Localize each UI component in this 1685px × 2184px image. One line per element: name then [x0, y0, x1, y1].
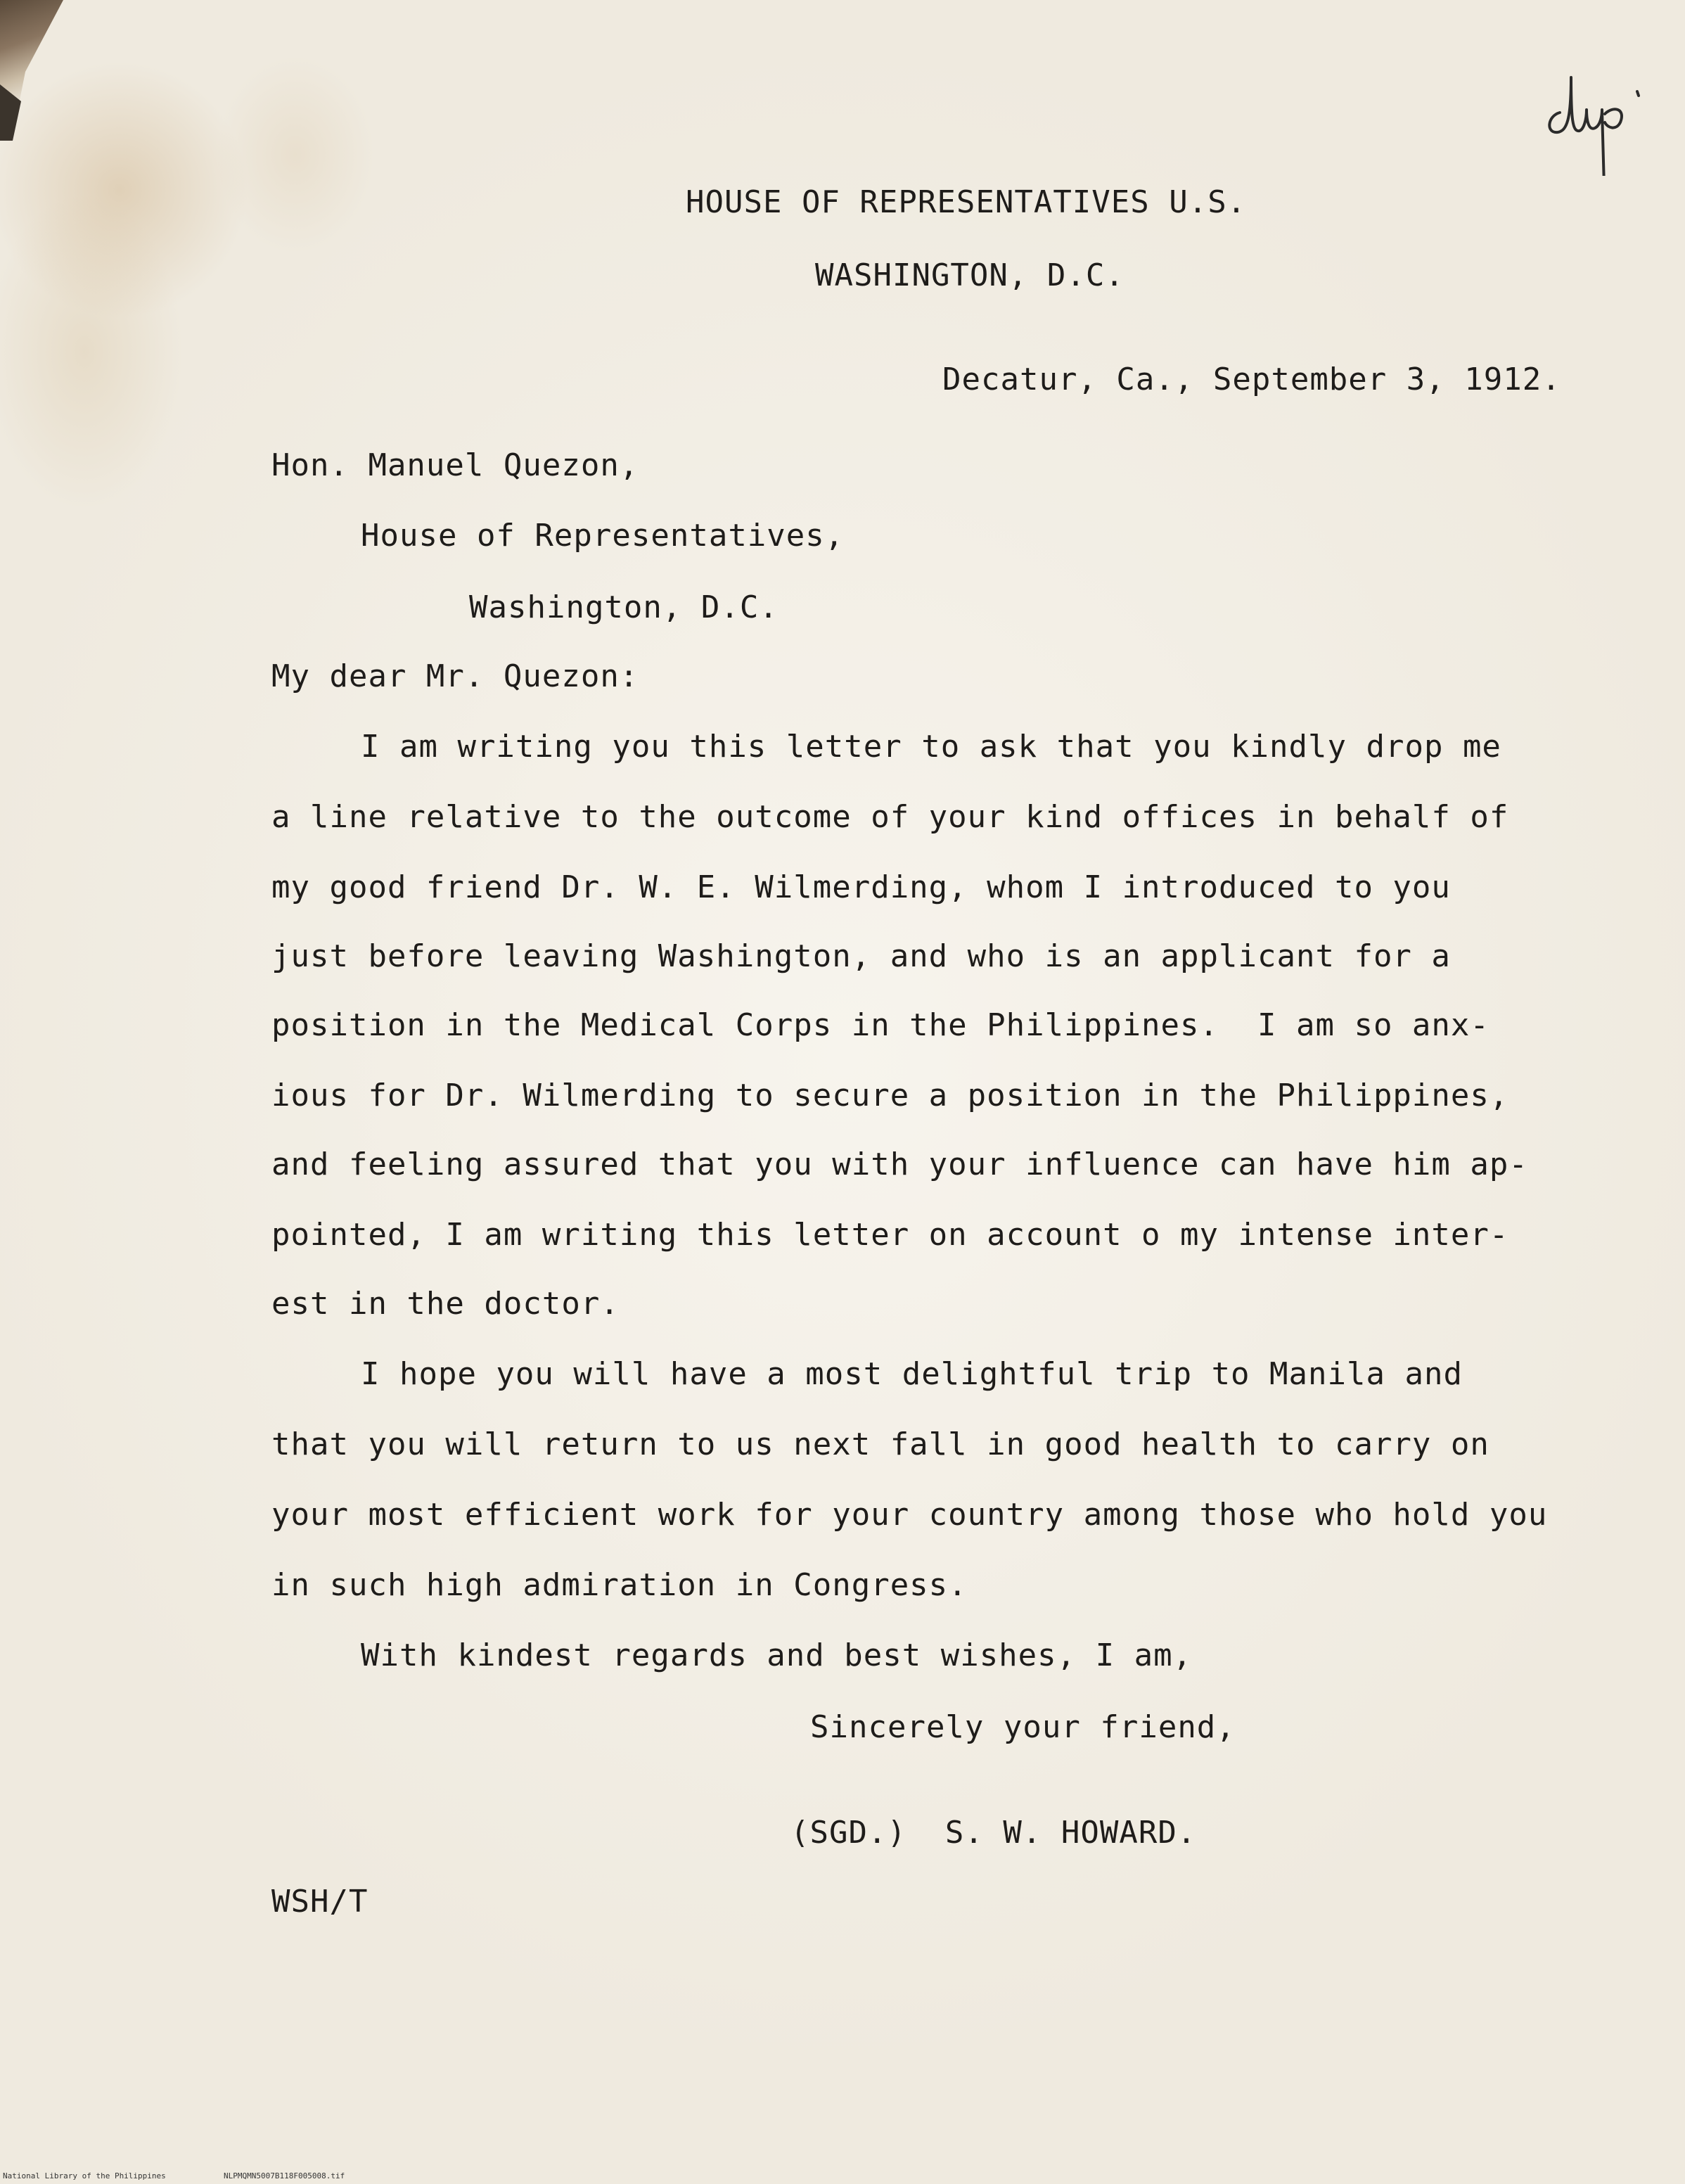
date-line: Decatur, Ca., September 3, 1912. [942, 362, 1561, 397]
body-line: my good friend Dr. W. E. Wilmerding, whom I introduced to you [271, 869, 1451, 905]
body-line: that you will return to us next fall in good health to carry on [271, 1426, 1489, 1462]
body-line: I am writing you this letter to ask that you kindly drop me [361, 729, 1501, 765]
recipient-city: Washington, D.C. [469, 589, 779, 625]
footer-file-name: NLPMQMN5007B118F005008.tif [224, 2171, 345, 2180]
body-line: ious for Dr. Wilmerding to secure a position in the Philippines, [271, 1078, 1509, 1113]
recipient-office: House of Representatives, [361, 518, 845, 554]
salutation: My dear Mr. Quezon: [271, 658, 639, 694]
body-line: I hope you will have a most delightful trip to Manila and [361, 1356, 1463, 1392]
typist-initials: WSH/T [271, 1884, 369, 1920]
body-line: just before leaving Washington, and who is an applicant for a [271, 938, 1451, 974]
body-line: a line relative to the outcome of your kind offices in behalf of [271, 799, 1509, 835]
letterhead-title: HOUSE OF REPRESENTATIVES U.S. [686, 184, 1247, 220]
body-line: pointed, I am writing this letter on account o my intense inter- [271, 1217, 1509, 1253]
recipient-name: Hon. Manuel Quezon, [271, 447, 639, 483]
body-line: est in the doctor. [271, 1286, 620, 1322]
body-line: in such high admiration in Congress. [271, 1567, 968, 1603]
body-line: With kindest regards and best wishes, I am, [361, 1637, 1193, 1673]
handwritten-dup-mark [1540, 49, 1646, 176]
footer-archive-name: National Library of the Philippines [3, 2171, 166, 2180]
body-line: your most efficient work for your country among those who hold you [271, 1497, 1548, 1533]
signature: (SGD.) S. W. HOWARD. [790, 1815, 1197, 1851]
letterhead-city: WASHINGTON, D.C. [815, 257, 1125, 293]
body-line: and feeling assured that you with your influence can have him ap- [271, 1147, 1528, 1182]
closing: Sincerely your friend, [810, 1709, 1236, 1745]
body-line: position in the Medical Corps in the Philippines. I am so anx- [271, 1007, 1489, 1043]
